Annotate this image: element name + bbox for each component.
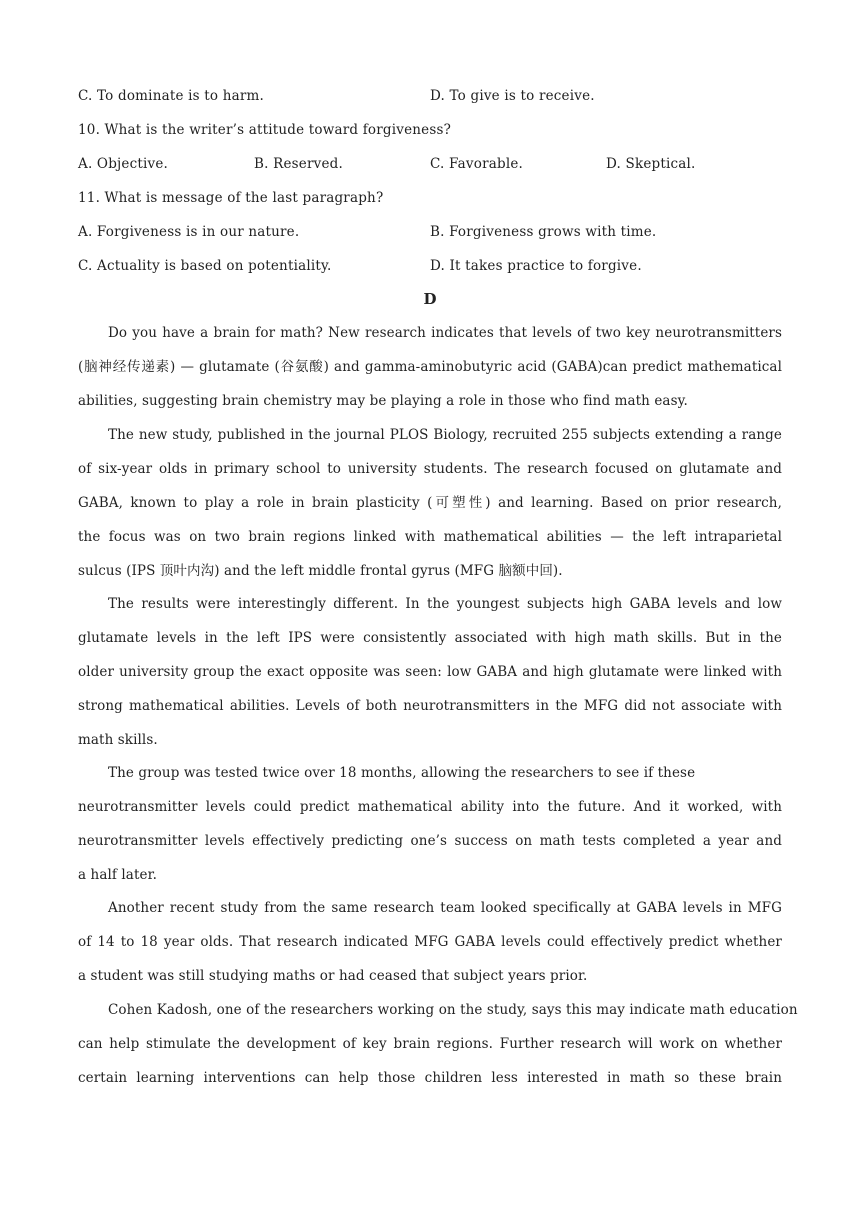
q11-option-b: B. Forgiveness grows with time. bbox=[430, 224, 657, 240]
q10-option-a: A. Objective. bbox=[78, 156, 169, 172]
q11-option-c: C. Actuality is based on potentiality. bbox=[78, 258, 332, 274]
paragraph-3-line: older university group the exact opposite was seen: low GABA and high glutamate were linked with bbox=[78, 664, 782, 680]
paragraph-4-line: neurotransmitter levels could predict mathematical ability into the future. And it worked, with bbox=[78, 799, 782, 815]
q9-option-c: C. To dominate is to harm. bbox=[78, 88, 265, 104]
paragraph-1-line: Do you have a brain for math? New research indicates that levels of two key neurotransmitters bbox=[108, 325, 782, 341]
q9-option-d: D. To give is to receive. bbox=[430, 88, 595, 104]
q11-option-a: A. Forgiveness is in our nature. bbox=[78, 224, 300, 240]
paragraph-2-line: The new study, published in the journal PLOS Biology, recruited 255 subjects extending a range bbox=[108, 427, 782, 443]
q11-question: 11. What is message of the last paragraph? bbox=[78, 190, 384, 206]
paragraph-2-line: the focus was on two brain regions linked with mathematical abilities — the left intraparietal bbox=[78, 529, 782, 545]
q11-option-d: D. It takes practice to forgive. bbox=[430, 258, 642, 274]
q10-option-c: C. Favorable. bbox=[430, 156, 524, 172]
q10-option-b: B. Reserved. bbox=[254, 156, 343, 172]
paragraph-6-line: Cohen Kadosh, one of the researchers working on the study, says this may indicate math education bbox=[108, 1002, 798, 1018]
paragraph-4-line: The group was tested twice over 18 months, allowing the researchers to see if these bbox=[108, 765, 696, 781]
paragraph-3-line: The results were interestingly different. In the youngest subjects high GABA levels and low bbox=[108, 596, 782, 612]
paragraph-6-line: certain learning interventions can help those children less interested in math so these brain bbox=[78, 1070, 782, 1086]
paragraph-3-line: glutamate levels in the left IPS were consistently associated with high math skills. But in the bbox=[78, 630, 782, 646]
paragraph-2-line: sulcus (IPS 顶叶内沟) and the left middle frontal gyrus (MFG 脑额中回). bbox=[78, 563, 563, 579]
q10-question: 10. What is the writer’s attitude toward forgiveness? bbox=[78, 122, 452, 138]
paragraph-4-line: neurotransmitter levels effectively predicting one’s success on math tests completed a year and bbox=[78, 833, 782, 849]
paragraph-3-line: strong mathematical abilities. Levels of both neurotransmitters in the MFG did not associate with bbox=[78, 698, 782, 714]
paragraph-1-line: (脑神经传递素) — glutamate (谷氨酸) and gamma-aminobutyric acid (GABA)can predict mathematical bbox=[78, 359, 782, 375]
paragraph-5-line: a student was still studying maths or had ceased that subject years prior. bbox=[78, 968, 588, 984]
paragraph-1-line: abilities, suggesting brain chemistry may be playing a role in those who find math easy. bbox=[78, 393, 688, 409]
paragraph-5-line: of 14 to 18 year olds. That research indicated MFG GABA levels could effectively predict whether bbox=[78, 934, 782, 950]
q10-option-d: D. Skeptical. bbox=[606, 156, 696, 172]
paragraph-3-line: math skills. bbox=[78, 732, 158, 748]
paragraph-2-line: of six-year olds in primary school to university students. The research focused on glutamate and bbox=[78, 461, 782, 477]
paragraph-4-line: a half later. bbox=[78, 867, 158, 883]
paragraph-5-line: Another recent study from the same research team looked specifically at GABA levels in MFG bbox=[108, 900, 782, 916]
section-title: D bbox=[423, 290, 437, 308]
paragraph-6-line: can help stimulate the development of key brain regions. Further research will work on whether bbox=[78, 1036, 782, 1052]
paragraph-2-line: GABA, known to play a role in brain plasticity (可塑性) and learning. Based on prior research, bbox=[78, 495, 782, 511]
